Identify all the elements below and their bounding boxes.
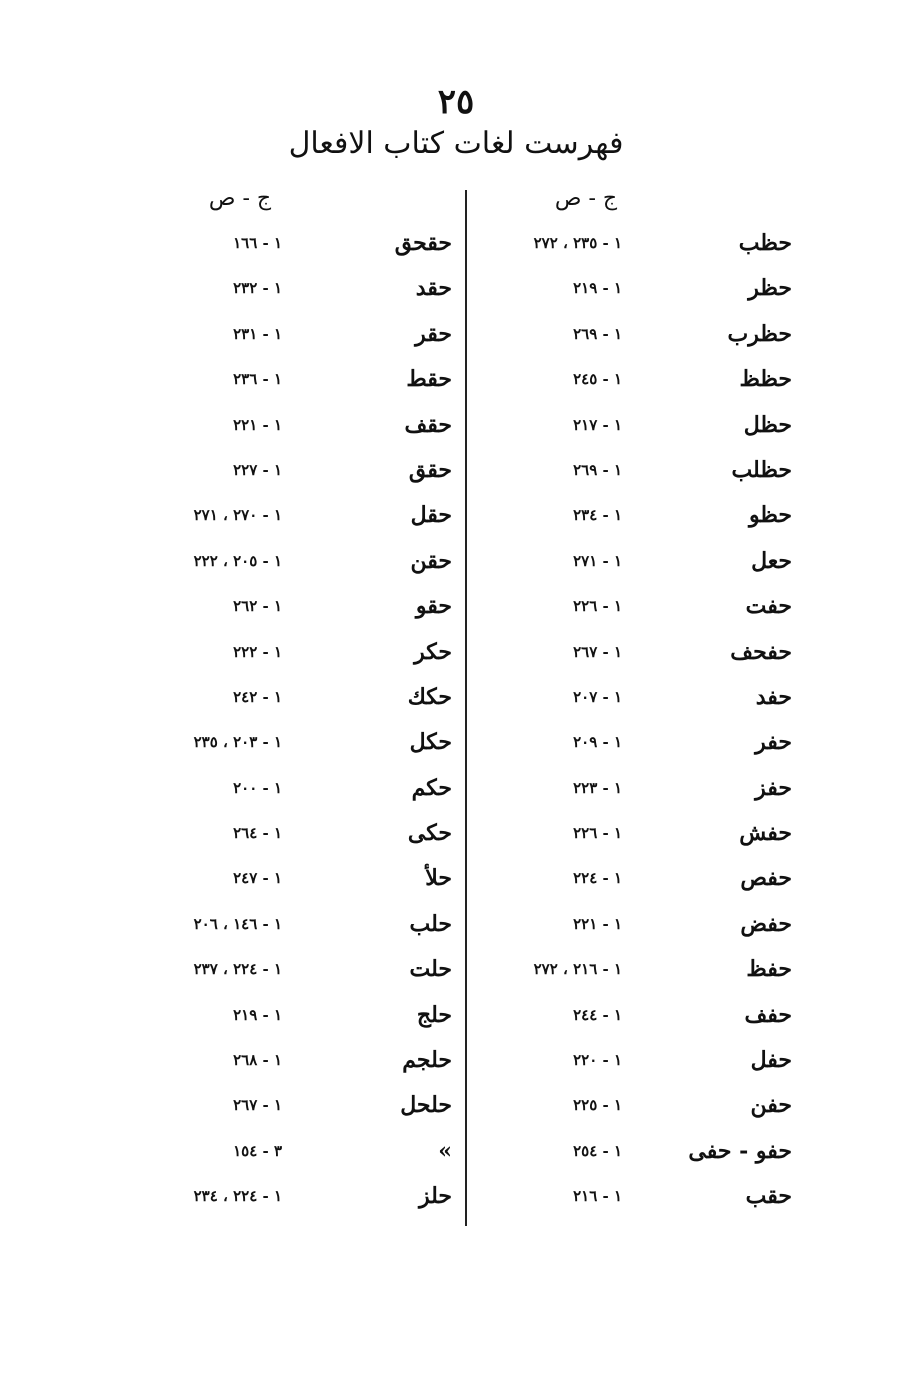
- entry-reference: ١ - ٢٠٧: [573, 687, 622, 706]
- index-entry: [480, 680, 810, 725]
- index-entry: [480, 816, 810, 861]
- entry-reference: ١ - ٢٠٥ ، ٢٢٢: [193, 551, 282, 570]
- index-entry: [130, 816, 460, 861]
- entry-reference: ١ - ٢٢١: [573, 914, 622, 933]
- index-entry: [480, 635, 810, 680]
- entry-word: حكى: [407, 820, 452, 847]
- index-entry: [480, 1043, 810, 1088]
- entry-word: حفل: [750, 1047, 792, 1074]
- entry-reference: ١ - ١٦٦: [233, 234, 282, 252]
- index-entry: [130, 725, 460, 770]
- entry-word: حقر: [415, 320, 452, 347]
- index-entry: [130, 1179, 460, 1224]
- entry-word: حفش: [739, 820, 792, 847]
- index-entry: [480, 907, 810, 952]
- index-entry: [130, 544, 460, 589]
- index-entry: [130, 1134, 460, 1179]
- entry-word: حعل: [751, 547, 792, 574]
- index-entry: [130, 952, 460, 997]
- index-entry: [480, 498, 810, 543]
- index-entry: [130, 907, 460, 952]
- entry-reference: ١ - ٢١٩: [573, 279, 622, 298]
- entry-reference: ١ - ٢٥٤: [573, 1141, 622, 1160]
- index-entry: [130, 861, 460, 906]
- entry-word: حلز: [418, 1183, 452, 1210]
- entry-reference: ١ - ٢١٦: [573, 1187, 622, 1206]
- index-entry: [480, 861, 810, 906]
- entry-reference: ١ - ٢٤٥: [573, 370, 622, 389]
- entry-reference: ١ - ٢٦٧: [233, 1096, 282, 1115]
- entry-reference: ١ - ٢٢٧: [233, 460, 282, 479]
- index-entry: [130, 1043, 460, 1088]
- index-entry: [480, 771, 810, 816]
- index-column-right: [480, 226, 810, 1225]
- entry-reference: ١ - ٢٦٤: [233, 824, 282, 843]
- entry-reference: ٣ - ١٥٤: [233, 1141, 282, 1160]
- entry-word: حلب: [409, 910, 452, 937]
- entry-reference: ١ - ٢٦٩: [573, 324, 622, 343]
- index-entry: [480, 1134, 810, 1179]
- index-entry: [480, 271, 810, 316]
- entry-reference: ١ - ٢٤٢: [233, 687, 282, 706]
- entry-reference: ١ - ٢٤٤: [573, 1005, 622, 1024]
- entry-reference: ١ - ٢٠٠: [233, 778, 282, 797]
- index-entry: [480, 408, 810, 453]
- entry-word: حقحق: [394, 230, 452, 256]
- index-entry: [130, 408, 460, 453]
- index-entry: [130, 362, 460, 407]
- entry-reference: ١ - ٢٧٠ ، ٢٧١: [193, 506, 282, 525]
- entry-reference: ١ - ٢٢٤: [573, 869, 622, 888]
- entry-reference: ١ - ٢٠٣ ، ٢٣٥: [193, 733, 282, 752]
- index-entry: [480, 589, 810, 634]
- entry-word: حلحل: [400, 1092, 452, 1119]
- entry-word: حفحف: [730, 638, 792, 665]
- entry-reference: ١ - ٢٢٠: [573, 1051, 622, 1070]
- entry-word: حفو - حفى: [688, 1137, 792, 1164]
- entry-reference: ١ - ٢٢٤ ، ٢٣٧: [193, 960, 282, 979]
- index-entry: [130, 1088, 460, 1133]
- entry-word: حظب: [738, 230, 792, 256]
- entry-word: حفت: [745, 593, 792, 620]
- entry-word: حلج: [416, 1001, 452, 1028]
- index-entry: [130, 453, 460, 498]
- entry-reference: ١ - ٢٣٦: [233, 370, 282, 389]
- entry-reference: ١ - ٢٢٦: [573, 597, 622, 616]
- entry-reference: ١ - ٢٦٨: [233, 1051, 282, 1070]
- entry-word: »: [438, 1137, 452, 1164]
- entry-word: حقل: [410, 502, 452, 529]
- column-header-volume-page-right: ج - ص: [554, 186, 618, 211]
- entry-word: حظرب: [727, 320, 792, 347]
- index-entry: [480, 998, 810, 1043]
- index-entry: [130, 635, 460, 680]
- entry-reference: ١ - ٢١٦ ، ٢٧٢: [533, 960, 622, 979]
- index-entry: [130, 317, 460, 362]
- entry-reference: ١ - ٢٦٩: [573, 460, 622, 479]
- entry-reference: ١ - ٢١٩: [233, 1005, 282, 1024]
- column-divider: [465, 190, 467, 1226]
- index-entry: [480, 725, 810, 770]
- entry-reference: ١ - ١٤٦ ، ٢٠٦: [193, 914, 282, 933]
- entry-word: حفظ: [746, 956, 792, 983]
- index-entry: [130, 998, 460, 1043]
- page-title: فهرست لغات كتاب الافعال: [288, 126, 624, 161]
- index-entry: [130, 271, 460, 316]
- index-entry: [130, 226, 460, 271]
- entry-word: حظلب: [731, 456, 792, 483]
- entry-word: حفز: [755, 774, 792, 801]
- entry-reference: ١ - ٢٢٥: [573, 1096, 622, 1115]
- entry-reference: ١ - ٢٧١: [573, 551, 622, 570]
- index-entry: [480, 1179, 810, 1224]
- index-entry: [480, 952, 810, 997]
- entry-reference: ١ - ٢٢١: [233, 415, 282, 434]
- entry-word: حفف: [744, 1001, 792, 1028]
- index-entry: [480, 453, 810, 498]
- index-entry: [130, 589, 460, 634]
- entry-word: حفض: [740, 910, 792, 937]
- entry-word: حكر: [414, 638, 452, 665]
- entry-reference: ١ - ٢٠٩: [573, 733, 622, 752]
- entry-word: حلت: [409, 956, 452, 983]
- entry-reference: ١ - ٢٢٦: [573, 824, 622, 843]
- index-column-left: [130, 226, 460, 1225]
- entry-word: حلأ: [425, 865, 452, 892]
- entry-word: حكك: [407, 683, 452, 710]
- entry-reference: ١ - ٢٢٣: [573, 778, 622, 797]
- entry-word: حقد: [415, 275, 452, 302]
- index-entry: [130, 680, 460, 725]
- entry-word: حفر: [755, 729, 792, 756]
- entry-reference: ١ - ٢٦٧: [573, 642, 622, 661]
- entry-reference: ١ - ٢٢٢: [233, 642, 282, 661]
- entry-word: حلجم: [402, 1047, 452, 1074]
- column-header-volume-page-left: ج - ص: [208, 186, 272, 211]
- index-entry: [480, 544, 810, 589]
- index-entry: [480, 362, 810, 407]
- entry-word: حظظ: [739, 366, 792, 393]
- entry-word: حقن: [410, 547, 452, 574]
- entry-word: حقب: [745, 1183, 792, 1210]
- entry-reference: ١ - ٢٦٢: [233, 597, 282, 616]
- entry-word: حفد: [755, 683, 792, 710]
- entry-word: حظر: [748, 275, 792, 302]
- entry-word: حقط: [406, 366, 452, 393]
- entry-word: حفص: [740, 865, 792, 892]
- entry-word: حقف: [404, 411, 452, 438]
- entry-reference: ١ - ٢٤٧: [233, 869, 282, 888]
- index-entry: [130, 771, 460, 816]
- index-entry: [480, 226, 810, 271]
- page-number: ٢٥: [437, 82, 475, 122]
- entry-word: حقو: [415, 593, 452, 620]
- index-entry: [480, 317, 810, 362]
- entry-word: حظو: [748, 502, 792, 529]
- entry-word: حظل: [743, 411, 792, 438]
- entry-reference: ١ - ٢٣٢: [233, 279, 282, 298]
- entry-reference: ١ - ٢٢٤ ، ٢٣٤: [193, 1187, 282, 1206]
- entry-word: حكل: [409, 729, 452, 756]
- index-entry: [480, 1088, 810, 1133]
- entry-word: حفن: [750, 1092, 792, 1119]
- entry-reference: ١ - ٢٣١: [233, 324, 282, 343]
- entry-word: حكم: [411, 774, 452, 801]
- entry-reference: ١ - ٢٣٥ ، ٢٧٢: [533, 234, 622, 252]
- entry-reference: ١ - ٢٣٤: [573, 506, 622, 525]
- index-entry: [130, 498, 460, 543]
- entry-word: حقق: [408, 456, 452, 483]
- entry-reference: ١ - ٢١٧: [573, 415, 622, 434]
